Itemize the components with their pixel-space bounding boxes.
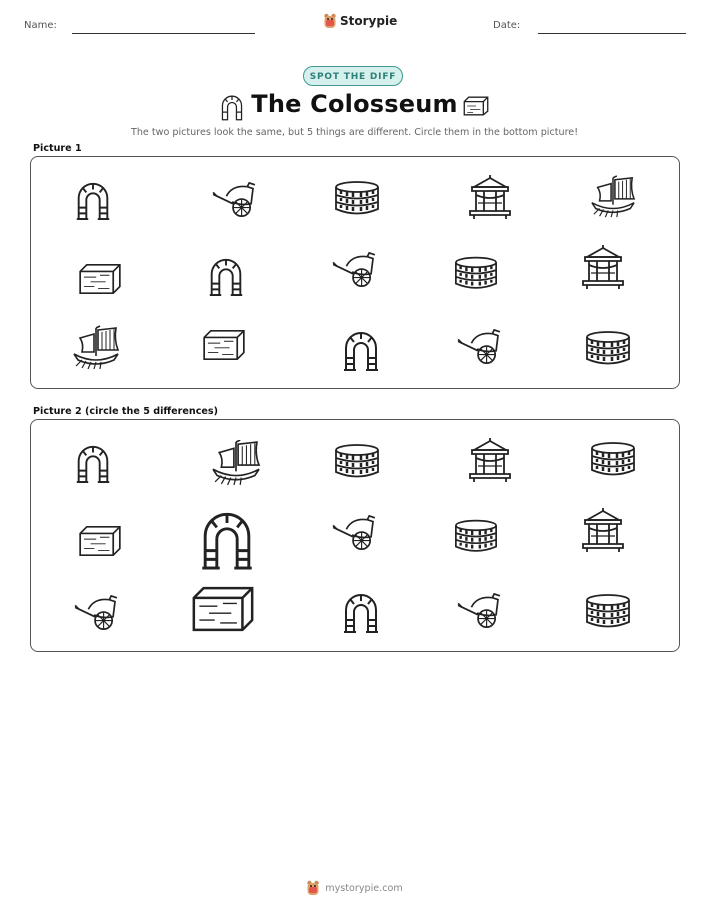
stone-block-icon [189,584,257,634]
gazebo-icon [467,436,513,484]
ship-icon [590,175,636,219]
gazebo-icon [580,506,626,554]
arch-icon [194,507,260,571]
chariot-icon [208,181,260,219]
stone-block-icon [76,262,124,296]
colosseum-icon [333,180,381,216]
chariot-icon [453,328,505,366]
gazebo-icon [467,173,513,221]
storypie-logo [323,13,397,29]
chariot-icon [453,592,505,630]
arch-icon [72,179,114,221]
colosseum-icon [453,518,499,554]
picture-2-label: Picture 2 (circle the 5 differences) [33,406,218,417]
colosseum-icon [584,330,632,366]
colosseum-icon [584,593,632,629]
arch-icon [340,328,382,372]
footer-site-link[interactable]: mystorypie.com [325,882,403,894]
stone-block-title-icon [461,95,491,117]
date-line[interactable] [538,33,686,34]
storypie-mascot-icon [323,13,337,29]
colosseum-icon [333,443,381,479]
gazebo-icon [580,243,626,291]
page-title: The Colosseum [251,90,458,118]
instructions-text: The two pictures look the same, but 5 things are different. Circle them in the bottom picture! [130,127,579,138]
picture-1-label: Picture 1 [33,143,82,154]
chariot-icon [328,514,380,552]
arch-icon [204,255,248,297]
ship-icon [72,325,120,371]
brand-name: Storypie [340,14,398,28]
colosseum-icon [589,441,637,477]
stone-block-icon [76,524,124,558]
arch-icon [72,442,114,484]
date-label: Date: [493,20,521,31]
footer [0,880,709,896]
name-label: Name: [24,20,57,31]
spot-the-diff-badge: SPOT THE DIFF [303,66,403,86]
name-line[interactable] [72,33,255,34]
stone-block-icon [200,328,248,362]
chariot-icon [328,251,380,289]
colosseum-icon [453,255,499,291]
storypie-mascot-icon [306,880,320,896]
ship-icon [210,440,262,486]
arch-icon [340,590,382,634]
chariot-icon [70,594,122,632]
